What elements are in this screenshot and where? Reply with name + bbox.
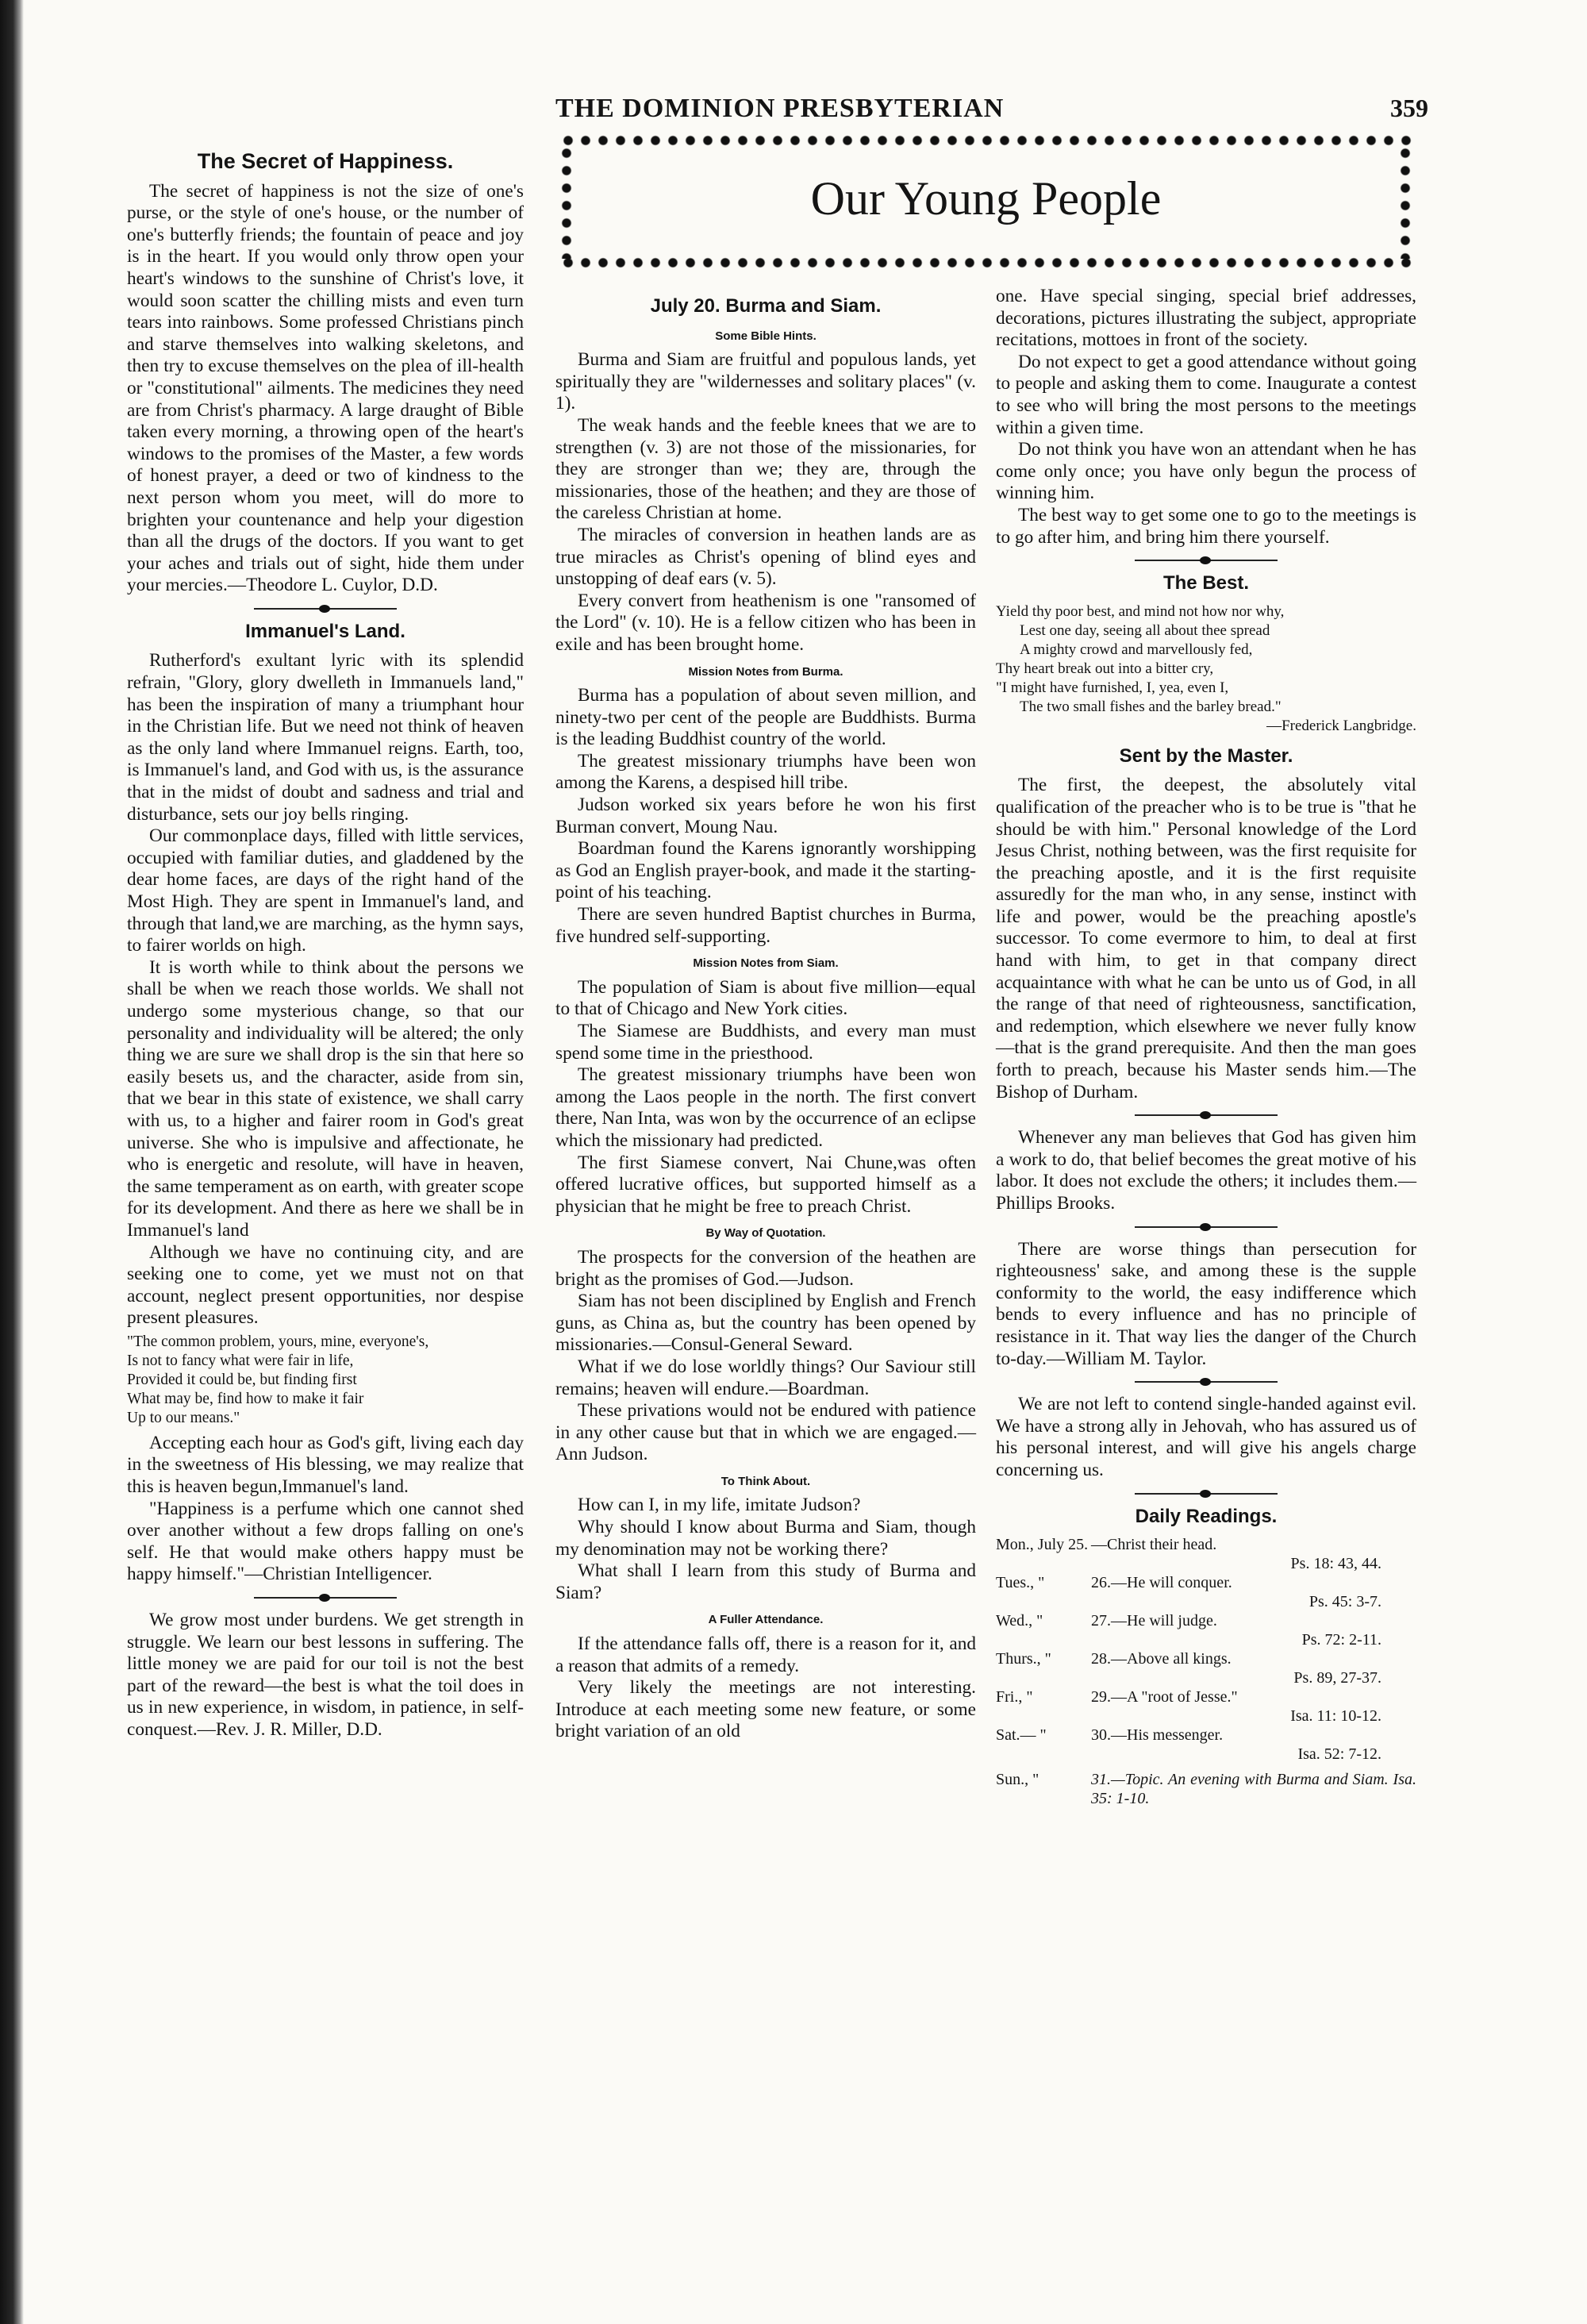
column-left xyxy=(127,151,524,1741)
poem-attribution: —Frederick Langbridge. xyxy=(1266,717,1416,734)
reading-reference: Ps. 89, 27-37. xyxy=(1293,1669,1381,1687)
paragraph: What shall I learn from this study of Burma and Siam? xyxy=(555,1560,976,1603)
divider-rule xyxy=(254,1597,397,1599)
paragraph: Do not think you have won an attendant when he has come only once; you have only begun the process of winning him. xyxy=(996,439,1416,504)
reading-text: —Christ their head. xyxy=(1091,1536,1217,1554)
paragraph: Do not expect to get a good attendance without going to people and asking them to come. Inaugurate a contest to see who will bring the most persons to the meetings within a given time. xyxy=(996,351,1416,438)
reading-text: 26.—He will conquer. xyxy=(1091,1574,1232,1592)
subheading-think-about: To Think About. xyxy=(720,1474,811,1488)
heading-sent-by-master: Sent by the Master. xyxy=(1119,745,1293,767)
verse-line: Is not to fancy what were fair in life, xyxy=(127,1352,354,1369)
poem-line: Thy heart break out into a bitter cry, xyxy=(996,660,1214,677)
subheading-notes-burma: Mission Notes from Burma. xyxy=(688,664,843,679)
paragraph: Burma and Siam are fruitful and populous lands, yet spiritually they are "wildernesses and solitary places" (v. 1). xyxy=(555,349,976,414)
divider-rule xyxy=(1135,1381,1278,1383)
verse-line: What may be, find how to make it fair xyxy=(127,1390,364,1407)
verse-line: "The common problem, yours, mine, everyone's, xyxy=(127,1333,429,1350)
paragraph: Our commonplace days, filled with little services, occupied with familiar duties, and gladdened by the dear home faces, are days of the right hand of the Most High. They are spent in Immanuel's land, and through that land,we are marching, as the hymn says, to fairer worlds on high. xyxy=(127,825,524,956)
paragraph: These privations would not be endured with patience in any other cause but that in which we are engaged.—Ann Judson. xyxy=(555,1400,976,1465)
reading-day: Thurs., " xyxy=(996,1650,1051,1668)
paragraph: Every convert from heathenism is one "ransomed of the Lord" (v. 10). He is a fellow citizen who has been in exile and has been brought home. xyxy=(555,590,976,655)
poem-line: "I might have furnished, I, yea, even I, xyxy=(996,679,1229,696)
paragraph: The Siamese are Buddhists, and every man must spend some time in the priesthood. xyxy=(555,1021,976,1064)
paragraph: The greatest missionary triumphs have been won among the Laos people in the north. The first convert there, Nan Inta, was won by the occurrence of an eclipse which the missionary had predicted. xyxy=(555,1064,976,1151)
paragraph: Accepting each hour as God's gift, living each day in the sweetness of His blessing, we may realize that this is heaven begun,Immanuel's land. xyxy=(127,1432,524,1498)
heading-immanuels-land: Immanuel's Land. xyxy=(245,620,405,642)
running-header xyxy=(555,94,1428,125)
column-right xyxy=(996,286,1416,1808)
reading-text: 30.—His messenger. xyxy=(1091,1726,1224,1745)
poem-line: Lest one day, seeing all about thee spread xyxy=(1020,621,1270,639)
reading-reference: Ps. 18: 43, 44. xyxy=(1290,1555,1381,1573)
subheading-quotation: By Way of Quotation. xyxy=(705,1226,826,1241)
poem-line: A mighty crowd and marvellously fed, xyxy=(1020,641,1253,658)
reading-reference: Ps. 72: 2-11. xyxy=(1301,1631,1381,1649)
paragraph: Although we have no continuing city, and are seeking one to come, yet we must not on that account, neglect present opportunities, nor despise present pleasures. xyxy=(127,1241,524,1329)
reading-entry xyxy=(996,1573,1416,1611)
paragraph: What if we do lose worldly things? Our Saviour still remains; heaven will endure.—Boardman. xyxy=(555,1356,976,1399)
reading-entry xyxy=(996,1726,1416,1764)
paragraph: The greatest missionary triumphs have been won among the Karens, a despised hill tribe. xyxy=(555,750,976,794)
reading-day: Mon., July 25. xyxy=(996,1536,1089,1554)
poem-line: Yield thy poor best, and mind not how nor why, xyxy=(996,602,1285,620)
section-banner xyxy=(559,133,1412,270)
paragraph: one. Have special singing, special brief addresses, decorations, pictures illustrating the subject, appropriate recitations, mottoes in front of the society. xyxy=(996,286,1416,351)
reading-text: 28.—Above all kings. xyxy=(1091,1650,1232,1668)
paragraph: The population of Siam is about five million—equal to that of Chicago and New York cities. xyxy=(555,976,976,1020)
heading-daily-readings: Daily Readings. xyxy=(1135,1505,1278,1527)
daily-readings-list xyxy=(996,1535,1416,1764)
paragraph: Judson worked six years before he won his first Burman convert, Moung Nau. xyxy=(555,795,976,837)
paragraph: Boardman found the Karens ignorantly worshipping as God an English prayer-book, and made it the starting-point of his teaching. xyxy=(555,838,976,903)
paragraph: Rutherford's exultant lyric with its splendid refrain, "Glory, glory dwelleth in Immanuels land," has been the inspiration of many a triumphant hour in the Christian life. But we need not think of heaven as the only land where Immanuel reigns. Earth, too, is Immanuel's land, and God with us, is the assurance that in the midst of doubt and sadness and trial and disturbance, sets our joy bells ringing. xyxy=(127,650,524,825)
heading-secret-of-happiness: The Secret of Happiness. xyxy=(197,149,454,173)
page-edge-shadow xyxy=(0,0,24,2324)
reading-day: Sun., " xyxy=(996,1771,1039,1789)
paragraph: We grow most under burdens. We get strength in struggle. We learn our best lessons in suffering. The little money we are paid for our toil is not the best part of the reward—the best is what the toil does in us in new experience, in wisdom, in patience, in self-conquest.—Rev. J. R. Miller, D.D. xyxy=(127,1610,524,1740)
paragraph: Very likely the meetings are not interesting. Introduce at each meeting some new feature, or some bright variation of an old xyxy=(555,1677,976,1742)
reading-entry xyxy=(996,1649,1416,1687)
reading-day: Fri., " xyxy=(996,1688,1033,1706)
verse-quotation xyxy=(127,1333,524,1428)
subheading-fuller-attendance: A Fuller Attendance. xyxy=(708,1613,824,1627)
divider-rule xyxy=(1135,1493,1278,1495)
paragraph: There are worse things than persecution for righteousness' sake, and among these is the supple conformity to the world, the easy indifference which bends to every influence and has no principle of resistance in it. That way lies the danger of the Church to-day.—William M. Taylor. xyxy=(996,1238,1416,1369)
banner-title: Our Young People xyxy=(810,172,1162,225)
reading-entry xyxy=(996,1687,1416,1726)
column-middle xyxy=(555,286,976,1743)
poem-line: The two small fishes and the barley bread." xyxy=(1020,698,1282,715)
page-number: 359 xyxy=(1390,94,1428,122)
paragraph: The miracles of conversion in heathen lands are as true miracles as Christ's opening of blind eyes and unstopping of deaf ears (v. 5). xyxy=(555,524,976,590)
journal-title: THE DOMINION PRESBYTERIAN xyxy=(555,94,1005,123)
paragraph: Burma has a population of about seven million, and ninety-two per cent of the people are Buddhists. Burma is the leading Buddhist country of the world. xyxy=(555,685,976,750)
reading-entry-sunday xyxy=(996,1770,1416,1808)
paragraph: The weak hands and the feeble knees that we are to strengthen (v. 3) are not those of the missionaries, for they are stronger than we; they are, through the missionaries, those of the heathen; and they are those of the careless Christian at home. xyxy=(555,414,976,524)
subheading-bible-hints: Some Bible Hints. xyxy=(715,329,817,343)
paragraph: There are seven hundred Baptist churches in Burma, five hundred self-supporting. xyxy=(555,904,976,947)
reading-entry xyxy=(996,1535,1416,1573)
divider-rule xyxy=(1135,1114,1278,1116)
banner-border-bottom xyxy=(559,256,1412,270)
paragraph: Why should I know about Burma and Siam, though my denomination may not be working there? xyxy=(555,1517,976,1560)
banner-border-top xyxy=(559,133,1412,148)
divider-rule xyxy=(254,608,397,610)
reading-day: Wed., " xyxy=(996,1612,1043,1630)
heading-lesson-burma-siam: July 20. Burma and Siam. xyxy=(650,295,882,317)
reading-text: 29.—A "root of Jesse." xyxy=(1091,1688,1238,1706)
paragraph: Whenever any man believes that God has given him a work to do, that belief becomes the great motive of his labor. It does not exclude the others; it includes them.—Phillips Brooks. xyxy=(996,1127,1416,1214)
reading-day: Tues., " xyxy=(996,1574,1045,1592)
reading-topic: 31.—Topic. An evening with Burma and Siam. Isa. 35: 1-10. xyxy=(1091,1771,1416,1808)
reading-entry xyxy=(996,1611,1416,1649)
verse-line: Provided it could be, but finding first xyxy=(127,1371,357,1388)
paragraph: If the attendance falls off, there is a reason for it, and a reason that admits of a remedy. xyxy=(555,1633,976,1676)
divider-rule xyxy=(1135,1226,1278,1228)
reading-reference: Isa. 11: 10-12. xyxy=(1290,1707,1381,1726)
reading-text: 27.—He will judge. xyxy=(1091,1612,1217,1630)
subheading-notes-siam: Mission Notes from Siam. xyxy=(693,956,839,971)
paragraph: The first Siamese convert, Nai Chune,was often offered lucrative offices, but supported himself as a physician that he might be free to preach Christ. xyxy=(555,1152,976,1217)
paragraph: The first, the deepest, the absolutely vital qualification of the preacher who is to be true is "that he should be with him." Personal knowledge of the Lord Jesus Christ, nothing between, was the first requisite for the preaching apostle, and it is the first requisite assuredly for the man who, in any sense, instinct with life and power, would be the preaching apostle's successor. To come evermore to him, to deal at first hand with him, to get in that company direct acquaintance with what he can be unto us of God, in all the range of that need of righteousness, sanctification, and redemption, which elsewhere we never fully know—that is the grand prerequisite. And then the man goes forth to preach, because his Master sends him.—The Bishop of Durham. xyxy=(996,775,1416,1102)
poem xyxy=(996,602,1416,736)
paragraph: The prospects for the conversion of the heathen are bright as the promises of God.—Judson. xyxy=(555,1246,976,1290)
paragraph: How can I, in my life, imitate Judson? xyxy=(578,1495,861,1516)
paragraph: The secret of happiness is not the size of one's purse, or the style of one's house, or the number of one's butterfly friends; the fountain of peace and joy is in the heart. If you would only throw open your heart's windows to the sunshine of Christ's love, it would soon scatter the chilling mists and even turn tears into rainbows. Some professed Christians pinch and starve themselves into walking skeletons, and then try to excuse themselves on the plea of ill-health or "constitutional" ailments. The medicines they need are from Christ's pharmacy. A large draught of Bible taken every morning, a throwing open of the heart's windows to the promises of the Master, a few words of honest prayer, a deed or two of kindness to the next person whom you meet, will do more to brighten your countenance and help your digestion than all the drugs of the doctors. If you want to get your aches and trials out of sight, hide them under your mercies.—Theodore L. Cuylor, D.D. xyxy=(127,180,524,596)
paragraph: "Happiness is a perfume which one cannot shed over another without a few drops falling on one's self. He that would make others happy must be happy himself."—Christian Intelligencer. xyxy=(127,1498,524,1585)
heading-the-best: The Best. xyxy=(1162,572,1250,594)
paragraph: We are not left to contend single-handed against evil. We have a strong ally in Jehovah, who has assured us of his personal interest, and will give his angels charge concerning us. xyxy=(996,1394,1416,1480)
divider-rule xyxy=(1135,560,1278,561)
reading-reference: Ps. 45: 3-7. xyxy=(1308,1593,1381,1611)
paragraph: The best way to get some one to go to the meetings is to go after him, and bring him there yourself. xyxy=(996,504,1416,548)
verse-line: Up to our means." xyxy=(127,1409,240,1426)
paragraph: It is worth while to think about the persons we shall be when we reach those worlds. We shall not undergo some mysterious change, so that our personality and individuality will be altered; the only thing we are sure we shall drop is the sin that here so easily besets us, and the character, aside from sin, that we bear in this state of existence, we shall carry with us, to a higher and fairer room in God's great universe. She who is impulsive and affectionate, he who is energetic and resolute, will have in heaven, the same temperament as on earth, with greater scope for its development. And there as here we shall be in Immanuel's land xyxy=(127,956,524,1241)
reading-day: Sat.— " xyxy=(996,1726,1047,1745)
reading-reference: Isa. 52: 7-12. xyxy=(1297,1745,1381,1764)
paragraph: Siam has not been disciplined by English and French guns, as China as, but the country has been opened by missionaries.—Consul-General Seward. xyxy=(555,1291,976,1356)
